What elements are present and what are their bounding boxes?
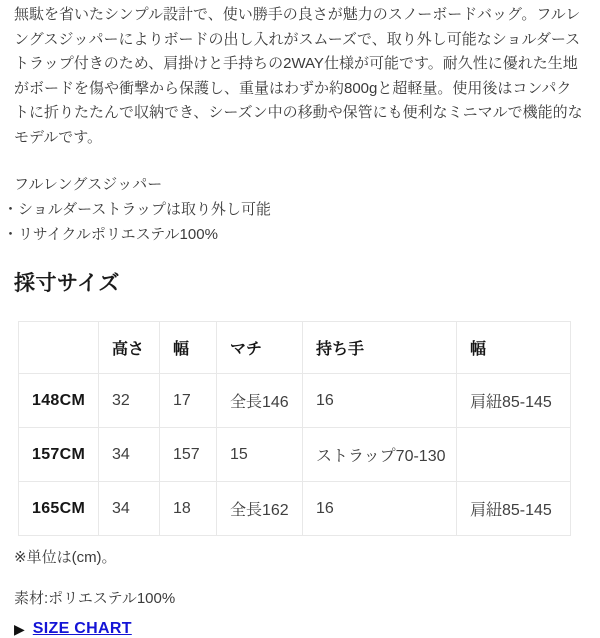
feature-item-full-length-zipper: フルレングスジッパー [14,176,163,193]
size-cell: 17 [160,374,217,428]
size-table-header-row [19,322,571,374]
size-cell: 34 [99,428,160,482]
size-cell: 16 [303,482,457,536]
size-cell: 157 [160,428,217,482]
size-cell: 16 [303,374,457,428]
column-header-gusset: マチ [217,322,303,374]
size-cell: 32 [99,374,160,428]
size-cell: 34 [99,482,160,536]
size-cell: 肩紐85-145 [457,374,571,428]
size-cell [457,428,571,482]
column-header-handle: 持ち手 [303,322,457,374]
disclosure-triangle-icon: ▶ [14,621,25,637]
size-table [18,321,571,536]
feature-list [3,172,586,247]
table-row-157cm [19,428,571,482]
size-chart-toggle[interactable] [14,620,586,638]
table-row-165cm [19,482,571,536]
size-cell: 15 [217,428,303,482]
material-note: 素材:ポリエステル100% [14,590,176,607]
size-cell: ストラップ70-130 [303,428,457,482]
column-header-width2: 幅 [457,322,571,374]
feature-item-shoulder-strap: ・ショルダーストラップは取り外し可能 [3,201,272,218]
product-description-paragraph: 無駄を省いたシンプル設計で、使い勝手の良さが魅力のスノーボードバッグ。フルレングスジッパーによりボードの出し入れがスムーズで、取り外し可能なショルダーストラップ付きのため、肩掛けと手持ちの2WAY仕様が可能です。耐久性に優れた生地がボードを傷や衝撃から保護し、重量はわずか約800gと超軽量。使用後はコンパクトに折りたたんで収納でき、シーズン中の移動や保管にも便利なミニマルで機能的なモデルです。 [14,6,583,146]
column-header-width: 幅 [160,322,217,374]
size-cell: 18 [160,482,217,536]
row-header: 148CM [19,374,99,428]
size-cell: 全長146 [217,374,303,428]
size-cell: 肩紐85-145 [457,482,571,536]
column-header-height: 高さ [99,322,160,374]
row-header: 165CM [19,482,99,536]
size-section-heading: 採寸サイズ [14,272,120,295]
size-chart-link[interactable]: SIZE CHART [32,620,132,637]
unit-note: ※単位は(cm)。 [14,549,117,566]
size-cell: 全長162 [217,482,303,536]
feature-item-recycled-polyester: ・リサイクルポリエステル100% [3,226,218,243]
row-header: 157CM [19,428,99,482]
column-header-empty [19,322,99,374]
table-row-148cm [19,374,571,428]
product-description-page [0,3,600,635]
